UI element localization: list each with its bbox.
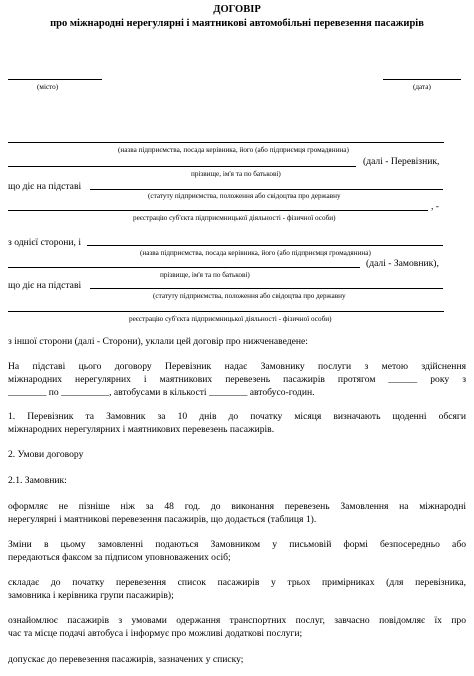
customer-registration-line [8,311,444,312]
preamble-line: міжнародних нерегулярних і маятникових перевезень пасажирів протягом ______ року з [8,374,466,385]
preamble-paragraph [8,360,466,399]
item-3-line: замовника і керівника групи пасажирів); [8,590,174,601]
customer-name-caption: (назва підприємства, посада керівника, його (або підприємця громадянина) [140,249,371,257]
customer-basis-line [90,288,443,289]
preamble-line: ________ по __________, автобусами в кількості ________ автобусо-годин. [8,387,315,398]
carrier-statute-caption: (статуту підприємства, положення або свідоцтва про державну [148,192,341,200]
section-2-heading: 2. Умови договору [8,449,84,460]
item-2-paragraph [8,538,466,564]
customer-side-label: з однієї сторони, і [8,237,82,248]
item-2-line: передаються факсом за підписом уповноважених осіб; [8,552,231,563]
customer-person-caption: прізвище, ім'я та по батькові) [160,271,250,279]
place-caption: (місто) [37,83,59,91]
item-1-line: нерегулярні і маятникові перевезення пасажирів, що додається (таблиця 1). [8,514,317,525]
intro-text: з іншої сторони (далі - Сторони), уклали цей договір про нижченаведене: [8,336,308,347]
clause-1-line: міжнародних нерегулярних і маятникових перевезень пасажирів. [8,424,275,435]
carrier-registration-line [8,210,428,211]
customer-registration-caption: реєстрацію суб'єкта підприємницької діяльності - фізичної особи) [129,315,332,323]
carrier-tail-mark: , - [431,201,439,212]
place-blank-line [8,79,102,80]
clause-1-paragraph [8,410,466,436]
preamble-line: На підставі цього договору Перевізник надає Замовнику послуги з метою здійснення [8,361,466,372]
item-4-line: час та місце подачі автобуса і інформує про можливі додаткові послуги; [8,628,303,639]
clause-1-line: 1. Перевізник та Замовник за 10 днів до початку місяця визначають щоденні обсяги [8,411,466,422]
document-subtitle: про міжнародні нерегулярні і маятникові автомобільні перевезення пасажирів [50,18,424,29]
item-3-line: складає до початку перевезення список пасажирів у трьох примірниках (для перевізника, [8,577,466,588]
item-5-text: допускає до перевезення пасажирів, зазначених у списку; [8,654,244,665]
item-1-line: оформляє не пізніше ніж за 48 год. до виконання перевезень Замовлення на міжнародні [8,501,466,512]
item-4-line: ознайомлює пасажирів з умовами одержання транспортних послуг, завчасно повідомляє їх про [8,615,466,626]
carrier-basis-line [90,189,443,190]
carrier-name-caption: (назва підприємства, посада керівника, його (або підприємця громадянина) [118,146,349,154]
item-4-paragraph [8,614,466,640]
item-2-line: Зміни в цьому замовленні подаються Замовником у письмовій формі безпосередньо або [8,539,466,550]
carrier-person-caption: прізвище, ім'я та по батькові) [191,170,281,178]
date-caption: (дата) [413,83,431,91]
carrier-role-text: (далі - Перевізник, [363,156,440,167]
item-1-paragraph [8,500,466,526]
carrier-person-line [8,166,356,167]
customer-statute-caption: (статуту підприємства, положення або свідоцтва про державну [153,292,346,300]
item-3-paragraph [8,576,466,602]
customer-role-text: (далі - Замовник), [366,258,439,269]
customer-name-line [87,245,443,246]
document-title: ДОГОВІР [213,4,261,15]
carrier-name-line [8,142,444,143]
carrier-registration-caption: реєстрацію суб'єкта підприємницької діяльності - фізичної особи) [133,214,336,222]
section-2-1-heading: 2.1. Замовник: [8,475,67,486]
carrier-basis-label: що діє на підставі [8,181,82,192]
customer-person-line [8,267,360,268]
date-blank-line [383,79,461,80]
customer-basis-label: що діє на підставі [8,280,82,291]
